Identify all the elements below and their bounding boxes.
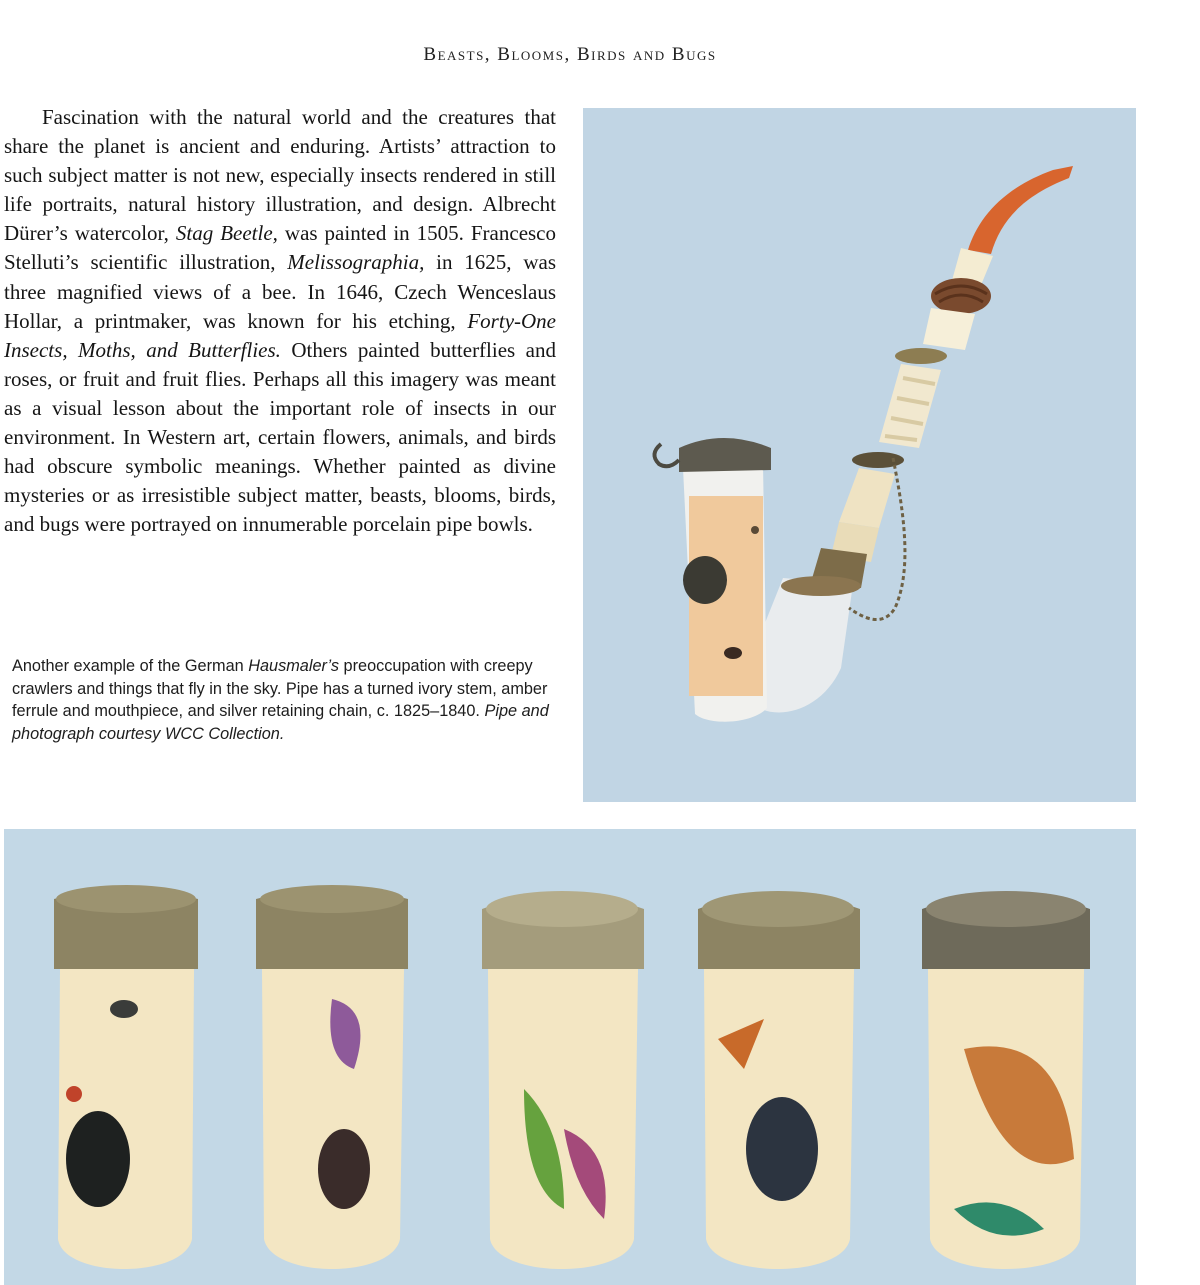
painted-fly bbox=[751, 526, 759, 534]
body-text-segment: in 1625, was three magnified views of a bee. In 1646, Czech Wenceslaus Hollar, a printmaker, was known for his etching, bbox=[4, 250, 557, 333]
amber-mouthpiece bbox=[968, 166, 1073, 254]
lid-hinge-ring bbox=[654, 444, 679, 466]
artwork-title: Stag Beetle, bbox=[175, 221, 278, 246]
pipe-photo bbox=[583, 108, 1136, 802]
caption-credit: Pipe and photograph courtesy WCC Collection. bbox=[12, 702, 549, 743]
metal-band bbox=[895, 348, 947, 364]
painted-fly-large bbox=[746, 1097, 818, 1201]
body-text-segment: Fascination with the natural world and the creatures that share the planet is ancient and enduring. Artists’ attraction to such subject matter is not new, especially insects rendered in still life portraits, natural history illustration, and design. Albrecht Dürer’s watercolor, bbox=[4, 105, 556, 246]
painted-ladybug bbox=[66, 1086, 82, 1102]
caption-segment: Another example of the German bbox=[12, 657, 249, 675]
running-head: Beasts, Blooms, Birds and Bugs bbox=[423, 44, 717, 65]
pipe-bowl-2 bbox=[256, 885, 408, 1269]
painted-beetle bbox=[66, 1111, 130, 1207]
body-text bbox=[4, 103, 556, 539]
ivory-collar bbox=[923, 308, 975, 350]
pipe-bowl-1 bbox=[54, 885, 198, 1269]
caption-italic: Hausmaler’s bbox=[248, 657, 340, 675]
artwork-title: Forty-One Insects, Moths, and Butterflies. bbox=[4, 308, 556, 362]
five-pipe-bowls bbox=[4, 829, 1136, 1285]
body-text-segment: Others painted butterflies and roses, or fruit and fruit flies. Perhaps all this imagery was meant as a visual lesson about the important role of insects in our environment. In Western art, certain flowers, animals, and birds had obscure symbolic meanings. Whether painted as divine mysteries or as irresistible subject matter, beasts, blooms, birds, and bugs were portrayed on innumerable porcelain pipe bowls. bbox=[4, 337, 556, 537]
painted-beetle bbox=[724, 647, 742, 659]
painted-bee bbox=[318, 1129, 370, 1209]
pipe-illustration bbox=[583, 108, 1136, 802]
silver-lid bbox=[679, 438, 771, 472]
caption-segment: preoccupation with creepy crawlers and things that fly in the sky. Pipe has a turned ivory stem, amber ferrule and mouthpiece, and silver retaining chain, c. 1825–1840. bbox=[12, 657, 548, 720]
lower-ivory-stem bbox=[839, 468, 895, 528]
artwork-title: Melissographia, bbox=[287, 250, 425, 275]
pipe-bowl-3 bbox=[482, 891, 644, 1269]
pipe-bowl-4 bbox=[698, 891, 860, 1269]
metal-band-lower bbox=[852, 452, 904, 468]
porcelain-shank bbox=[759, 578, 853, 712]
painted-bee bbox=[683, 556, 727, 604]
body-paragraph bbox=[4, 103, 556, 539]
pipe-bowl-5 bbox=[922, 891, 1090, 1269]
shank-metal-cap bbox=[781, 576, 861, 596]
photo-caption bbox=[12, 655, 560, 745]
body-text-segment: was painted in 1505. Francesco Stelluti’s scientific illustration, bbox=[4, 221, 557, 275]
pipe-bowls-photo bbox=[4, 829, 1136, 1285]
painted-fly bbox=[110, 1000, 138, 1018]
